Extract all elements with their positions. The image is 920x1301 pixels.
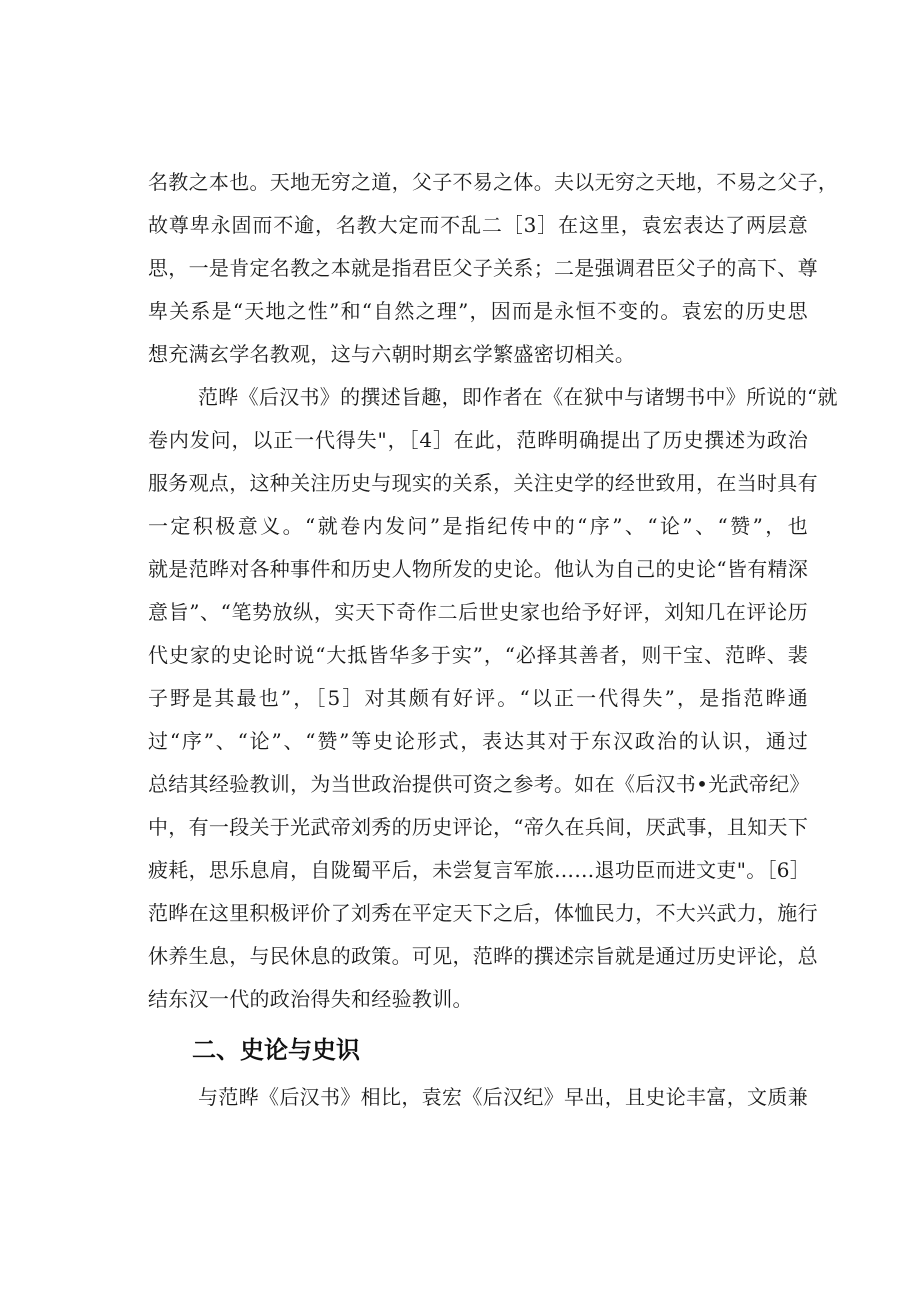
paragraph-line: 卑关系是“天地之性”和“自然之理”，因而是永恒不变的。袁宏的历史思 [148, 299, 808, 323]
paragraph-line: 故尊卑永固而不逾，名教大定而不乱二［3］在这里，袁宏表达了两层意 [148, 213, 808, 237]
paragraph-line: 就是范晔对各种事件和历史人物所发的史论。他认为自己的史论“皆有精深 [148, 557, 809, 581]
paragraph-line: 思，一是肯定名教之本就是指君臣父子关系；二是强调君臣父子的高下、尊 [148, 256, 818, 280]
paragraph-line: 名教之本也。天地无穷之道，父子不易之体。夫以无穷之天地，不易之父子， [148, 170, 839, 194]
paragraph-line: 代史家的史论时说“大抵皆华多于实”，“必择其善者，则干宝、范晔、裴 [148, 643, 808, 667]
paragraph-line: 意旨”、“笔势放纵，实天下奇作二后世史家也给予好评，刘知几在评论历 [148, 600, 808, 624]
paragraph-line: 一定积极意义。“就卷内发问”是指纪传中的“序”、“论”、“赞”，也 [148, 514, 808, 538]
paragraph-line: 与范晔《后汉书》相比，袁宏《后汉纪》早出，且史论丰富，文质兼 [198, 1085, 808, 1109]
paragraph-line: 范晔《后汉书》的撰述旨趣，即作者在《在狱中与诸甥书中》所说的“就 [198, 385, 838, 409]
paragraph-line: 休养生息，与民休息的政策。可见，范晔的撰述宗旨就是通过历史评论，总 [148, 944, 818, 968]
paragraph-line: 服务观点，这种关注历史与现实的关系，关注史学的经世致用，在当时具有 [148, 471, 818, 495]
paragraph-line: 范晔在这里积极评价了刘秀在平定天下之后，体恤民力，不大兴武力，施行 [148, 901, 818, 925]
paragraph-line: 过“序”、“论”、“赞”等史论形式，表达其对于东汉政治的认识，通过 [148, 729, 808, 753]
paragraph-line: 想充满玄学名教观，这与六朝时期玄学繁盛密切相关。 [148, 342, 636, 366]
paragraph-line: 卷内发问，以正一代得失"，［4］在此，范晔明确提出了历史撰述为政治 [148, 428, 808, 452]
paragraph-line: 疲耗，思乐息肩，自陇蜀平后，未尝复言军旅……退功臣而进文吏"。［6］ [148, 858, 811, 882]
paragraph-line: 子野是其最也”，［5］对其颇有好评。“以正一代得失”，是指范晔通 [148, 686, 808, 710]
section-heading: 二、史论与史识 [192, 1036, 360, 1064]
paragraph-line: 总结其经验教训，为当世政治提供可资之参考。如在《后汉书•光武帝纪》 [148, 772, 810, 796]
paragraph-line: 中，有一段关于光武帝刘秀的历史评论，“帝久在兵间，厌武事，且知天下 [148, 815, 809, 839]
paragraph-line: 结东汉一代的政治得失和经验教训。 [148, 987, 473, 1011]
